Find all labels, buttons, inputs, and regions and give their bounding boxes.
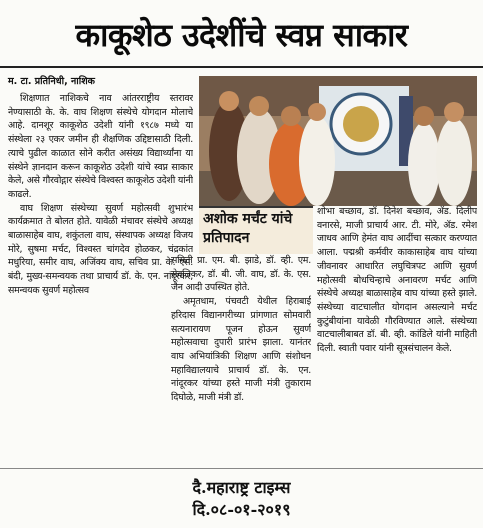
event-photo xyxy=(199,76,477,206)
paragraph: शिक्षणात नाशिकचे नाव आंतरराष्ट्रीय स्तरावर नेण्यासाठी के. के. वाघ शिक्षण संस्थेचे योगदान मोलाचे आहे. दानशूर काकूशेठ उदेशी यांनी १९८७ मध्ये या संस्थेला २३ एकर जमीन ही शैक्षणिक उद्दिष्टासाठी दिली. त्याचे पुढील काळात सोने करीत असंख्य विद्यार्थ्यांना या संस्थेने ज्ञानदान करून काकूशेठ उदेशी यांचे स्वप्न साकार केले, असे गौरवोद्गार संस्थेचे विश्वस्त काकूशेठ उदेशी यांनी काढले. xyxy=(8,93,193,200)
headline-rule xyxy=(0,66,483,68)
article-column-3 xyxy=(317,205,477,466)
paragraph: शोभा बच्छाव, डॉ. दिनेश बच्छाव, ॲड. दिलीप वनारसे, माजी प्राचार्य आर. टी. मोरे, ॲड. रमेश जाधव आणि हेमंत वाघ आदींचा सत्कार करण्यात आला. पद्मश्री कर्मवीर काकासाहेब वाघ यांच्या जीवनावर आधारित लघुचित्रपट आणि सुवर्ण महोत्सवी बोधचिन्हाचे अनावरण मर्चट आणि संस्थेचे अध्यक्ष बाळासाहेब वाघ यांच्या हस्ते झाले. संस्थेच्या वाटचालीत योगदान असल्याने मर्चट कुटुंबीयांना यावेळी गौरविण्यात आले. संस्थेच्या वाटचालीबाबत डॉ. बी. व्ही. कांडिले यांनी माहिती दिली. स्वाती पवार यांनी सूत्रसंचालन केले. xyxy=(317,206,477,355)
headline: काकूशेठ उदेशींचे स्वप्न साकार xyxy=(75,16,408,54)
byline: म. टा. प्रतिनिधी, नाशिक xyxy=(8,76,95,87)
photo-illustration xyxy=(199,76,477,206)
footer-rule xyxy=(0,468,483,469)
paragraph: अमृतधाम, पंचवटी येथील हिराबाई हरिदास विद्यानगरीच्या प्रांगणात सोमवारी सत्यनारायण पूजन होऊन सुवर्ण महोत्सवाचा दुपारी प्रारंभ झाला. यानंतर वाघ अभियांत्रिकी शिक्षण आणि संशोधन महाविद्यालयाचे प्राचार्य डॉ. के. एन. नांदूरकर यांच्या हस्ते माजी मंत्री तुकाराम दिघोळे, माजी मंत्री डॉ. xyxy=(171,296,311,404)
photo-caption: अशोक मर्चंट यांचे प्रतिपादन xyxy=(199,206,313,254)
newspaper-name: दै.महाराष्ट्र टाइम्स xyxy=(192,478,291,497)
paragraph: समिती प्रा. एम. बी. झाडे, डॉ. व्ही. एम. सेवलिकर, डॉ. बी. जी. वाघ, डॉ. के. एस. जैन आदी उपस्थित होते. xyxy=(171,255,311,294)
article-column-2 xyxy=(171,254,311,466)
paragraph: वाघ शिक्षण संस्थेच्या सुवर्ण महोत्सवी शुभारंभ कार्यक्रमात ते बोलत होते. यावेळी मंचावर संस्थेचे अध्यक्ष बाळासाहेब वाघ, शकुंतला वाघ, संस्थापक अध्यक्ष विजय मोरे, सुषमा मर्चट, विश्वस्त चांगदेव होळकर, चंद्रकांत मधुरिया, समीर वाघ, अजिंक्य वाघ, सचिव प्रा. के. एस. बंदी, मुख्य-समन्वयक तथा प्राचार्य डॉ. के. एन. नांदूरकर, समन्वयक सुवर्ण महोत्सव xyxy=(8,202,193,296)
article-column-1 xyxy=(8,92,193,466)
publication-date: दि.०८-०१-२०१९ xyxy=(192,500,291,519)
